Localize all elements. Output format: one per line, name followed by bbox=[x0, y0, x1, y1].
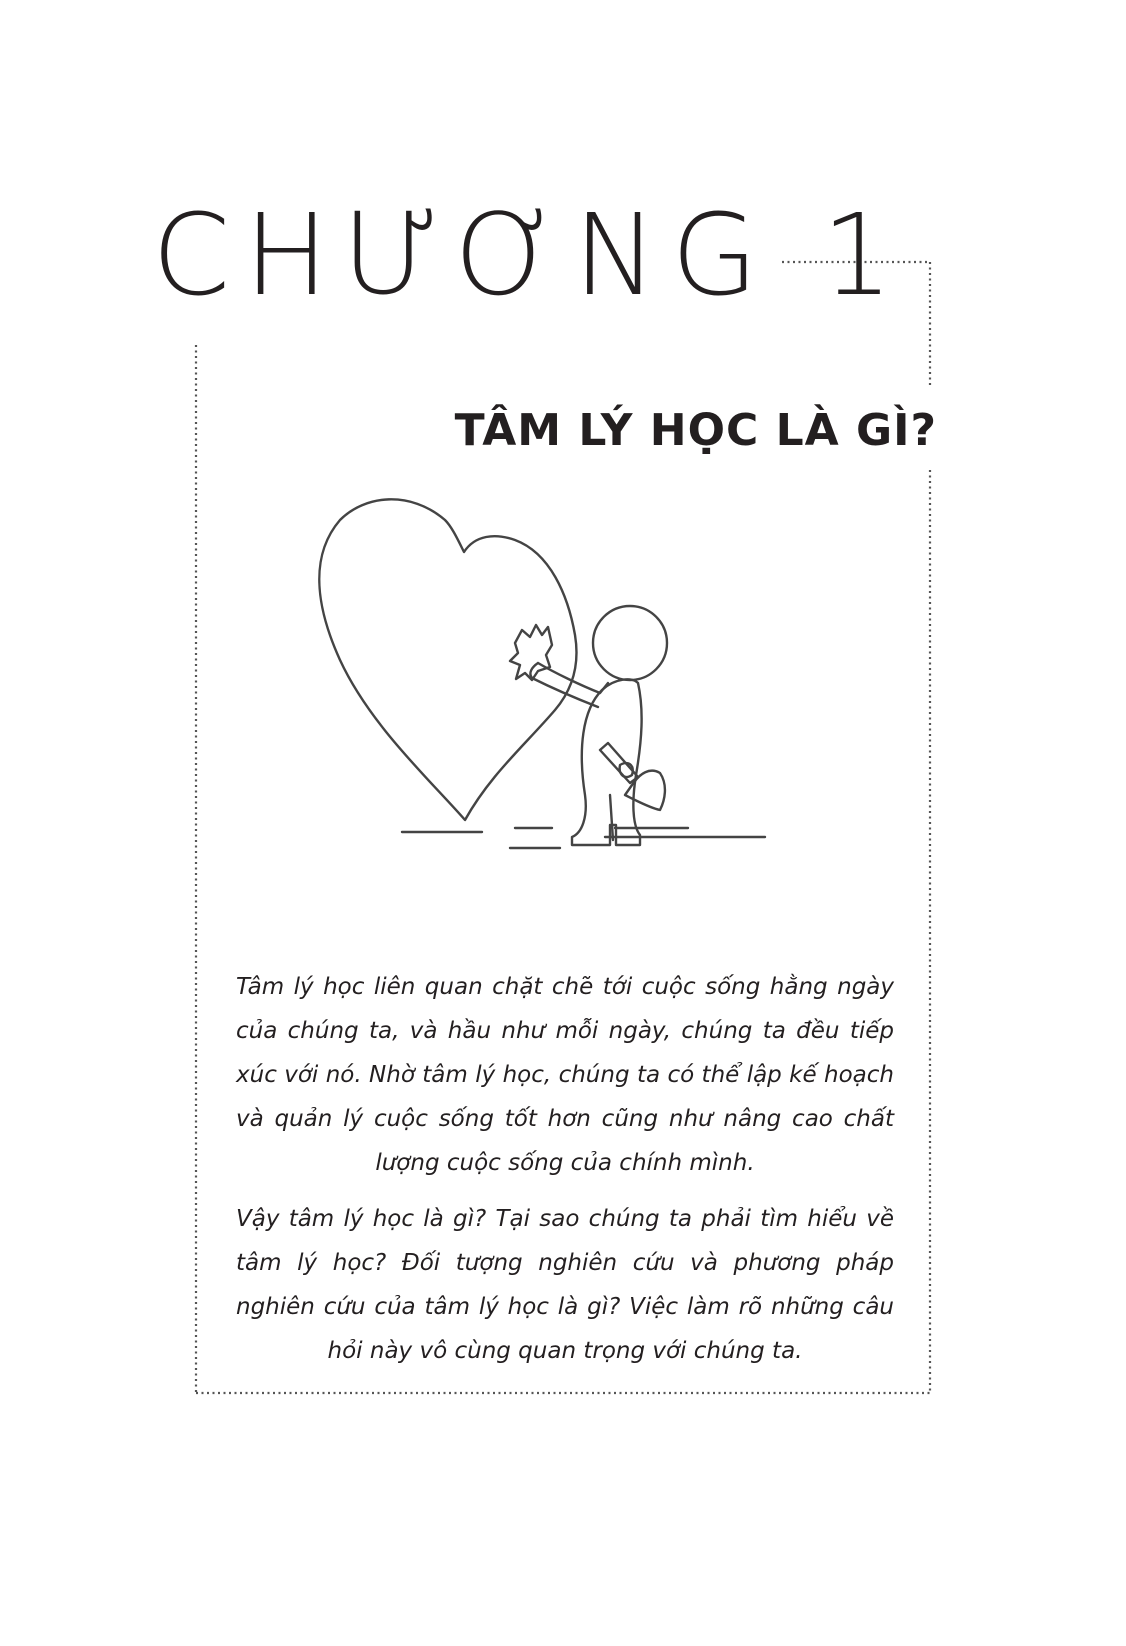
chapter-heading: CHƯƠNG 1 bbox=[152, 191, 907, 321]
figure-head bbox=[593, 606, 667, 680]
body-text bbox=[236, 965, 894, 1385]
shovel-handle bbox=[600, 743, 638, 783]
paragraph-2: Vậy tâm lý học là gì? Tại sao chúng ta phải tìm hiểu về tâm lý học? Đối tượng nghiên cứu và phương pháp nghiên cứu của tâm lý học là gì? Việc làm rõ những câu hỏi này vô cùng quan trọng với chúng ta. bbox=[236, 1206, 894, 1364]
figure-body bbox=[572, 679, 642, 845]
heart-shape bbox=[319, 499, 576, 820]
paragraph-1: Tâm lý học liên quan chặt chẽ tới cuộc sống hằng ngày của chúng ta, và hầu như mỗi ngày, chúng ta đều tiếp xúc với nó. Nhờ tâm lý học, chúng ta có thể lập kế hoạch và quản lý cuộc sống tốt hơn cũng như nâng cao chất lượng cuộc sống của chính mình. bbox=[236, 974, 894, 1176]
chapter-title: TÂM LÝ HỌC LÀ GÌ? bbox=[441, 405, 951, 456]
figure-sanding-heart-illustration bbox=[310, 495, 810, 895]
